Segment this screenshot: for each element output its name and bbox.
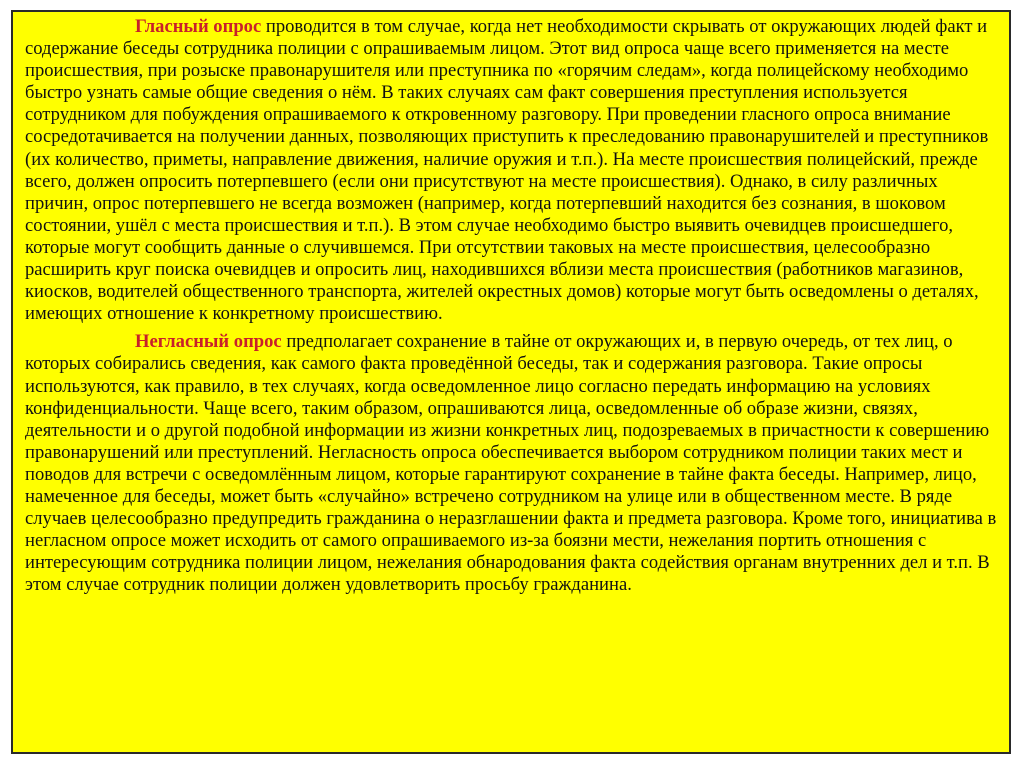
paragraph-covert-survey xyxy=(25,331,997,596)
term-open-survey: Гласный опрос xyxy=(135,16,262,37)
paragraph-open-survey-text: проводится в том случае, когда нет необходимости скрывать от окружающих людей факт и содержание беседы сотрудника полиции с опрашиваемым лицом. Этот вид опроса чаще всего применяется на месте происшествия, при розыске правонарушителя или преступника по «горячим следам», когда полицейскому необходимо быстро узнать самые общие сведения о нём. В таких случаях сам факт совершения преступления используется сотрудником для побуждения опрашиваемого к откровенному разговору. При проведении гласного опроса внимание сосредотачивается на получении данных, позволяющих приступить к преследованию правонарушителей и преступников (их количество, приметы, направление движения, наличие оружия и т.п.). На месте происшествия полицейский, прежде всего, должен опросить потерпевшего (если они присутствуют на месте происшествия). Однако, в силу различных причин, опрос потерпевшего не всегда возможен (например, когда потерпевший находится без сознания, в шоковом состоянии, ушёл с места происшествия и т.п.). В этом случае необходимо быстро выявить очевидцев происшедшего, которые могут сообщить данные о случившемся. При отсутствии таковых на месте происшествия, целесообразно расширить круг поиска очевидцев и опросить лиц, находившихся вблизи места происшествия (работников магазинов, киосков, водителей общественного транспорта, жителей окрестных домов) которые могут быть осведомлены о деталях, имеющих отношение к конкретному происшествию. xyxy=(25,16,989,325)
paragraph-covert-survey-text: предполагает сохранение в тайне от окружающих и, в первую очередь, от тех лиц, о которых собирались сведения, как самого факта проведённой беседы, так и содержания разговора. Такие опросы используются, как правило, в тех случаях, когда осведомленное лицо согласно передать информацию на условиях конфиденциальности. Чаще всего, таким образом, опрашиваются лица, осведомленные об образе жизни, связях, деятельности и о другой подобной информации из жизни конкретных лиц, подозреваемых в причастности к совершению правонарушений или преступлений. Негласность опроса обеспечивается выбором сотрудником полиции таких мест и поводов для встречи с осведомлённым лицом, которые гарантируют сохранение в тайне факта беседы. Например, лицо, намеченное для беседы, может быть «случайно» встречено сотрудником на улице или в общественном месте. В ряде случаев целесообразно предупредить гражданина о неразглашении факта и предмета разговора. Кроме того, инициатива в негласном опросе может исходить от самого опрашиваемого из-за боязни мести, нежелания портить отношения с интересующим сотрудника полиции лицом, нежелания обнародования факта содействия органам внутренних дел и т.п. В этом случае сотрудник полиции должен удовлетворить просьбу гражданина. xyxy=(25,331,997,596)
paragraph-open-survey xyxy=(25,16,997,325)
term-covert-survey: Негласный опрос xyxy=(135,331,282,353)
slide-frame xyxy=(11,10,1011,754)
